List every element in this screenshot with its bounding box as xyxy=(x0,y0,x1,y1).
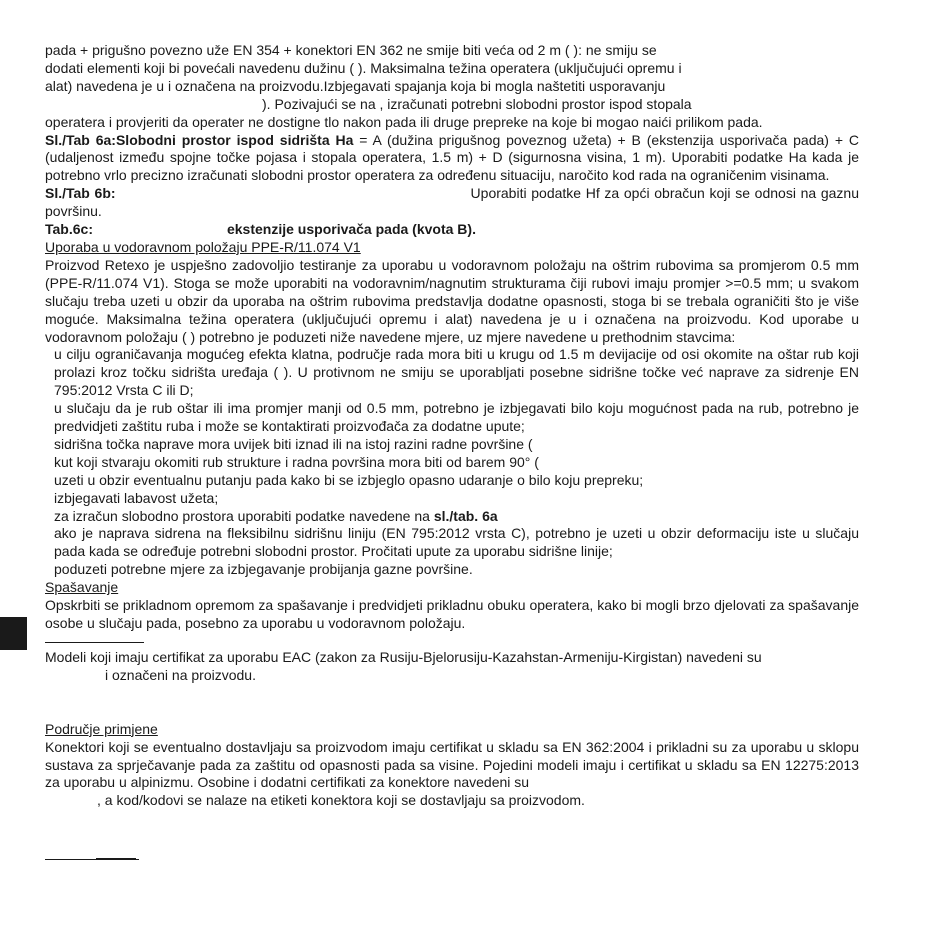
horizontal-use-title: Uporaba u vodoravnom položaju PPE-R/11.074 V1 xyxy=(45,238,361,255)
scope-body: Konektori koji se eventualno dostavljaju sa proizvodom imaju certifikat u skladu sa EN 362:2004 i prikladni su za uporabu u sklopu sustava za sprječavanje pada za zaštitu od opasnosti pada sa visine. Pojedini modeli imaju i certifikat u skladu sa EN 12275:2013 za uporabu u alpinizmu. Osobine i dodatni certifikati za konektore navedeni su xyxy=(45,738,859,791)
bottom-divider xyxy=(45,859,139,860)
footnote-divider xyxy=(45,642,144,643)
intro-line-4-text: ). Pozivajući se na , izračunati potrebni slobodni prostor ispod stopala xyxy=(262,95,692,112)
bottom-divider-accent xyxy=(96,858,136,859)
horizontal-item-5: uzeti u obzir eventualnu putanju pada kako bi se izbjeglo opasno udaranje o bilo koju prepreku; xyxy=(54,471,644,488)
horizontal-item-7-ref: sl./tab. 6a xyxy=(433,507,498,524)
tab6c-paragraph xyxy=(45,221,859,239)
horizontal-item-8: ako je naprava sidrena na fleksibilnu sidrišnu liniju (EN 795:2012 vrsta C), potrebno je uzeti u obzir deformaciju iste u slučaju pada kada se određuje potrebni slobodni prostor. Pročitati upute za uporabu sidrišne linije; xyxy=(54,525,859,560)
horizontal-item-7 xyxy=(45,508,859,526)
tab6c-heading: Tab.6c: xyxy=(45,221,93,238)
rescue-title: Spašavanje xyxy=(45,579,119,596)
tab6b-heading: Sl./Tab 6b: xyxy=(45,185,116,202)
eac-line-2-text: i označeni na proizvodu. xyxy=(105,666,256,683)
horizontal-item-1: u cilju ograničavanja mogućeg efekta klatna, područje rada mora biti u krugu od 1.5 m devijacije od osi okomite na oštar rub koji prolazi kroz točku sidrišta uređaja ( ). U protivnom ne smiju se uporabljati posebne sidrišne točke već naprave za sidrenje EN 795:2012 Vrsta C ili D; xyxy=(54,346,859,399)
horizontal-item-9: poduzeti potrebne mjere za izbjegavanje probijanja gazne površine. xyxy=(54,561,473,578)
horizontal-item-4: kut koji stvaraju okomiti rub strukture i radna površina mora biti od barem 90° ( xyxy=(54,453,539,470)
intro-line-5: operatera i provjeriti da operater ne dostigne tlo nakon pada ili druge prepreke na koje bi mogao naići prilikom pada. xyxy=(45,113,763,130)
tab6b-paragraph xyxy=(45,185,859,221)
rescue-body: Opskrbiti se prikladnom opremom za spašavanje i predvidjeti prikladnu obuku operatera, kako bi mogli brzo djelovati za spašavanje osobe u slučaju pada, posebno za uporabu u vodoravnom položaju. xyxy=(45,597,859,631)
horizontal-use-body: Proizvod Retexo je uspješno zadovoljio testiranje za uporabu u vodoravnom položaju na oštrim rubovima sa promjerom 0.5 mm (PPE-R/11.074 V1). Stoga se može uporabiti na vodoravnim/nagnutim strukturama čiji rubovi imaju promjer >=0.5 mm; u svakom slučaju treba uzeti u obzir da uporaba na oštrim rubovima predstavlja dodatne opasnosti, stoga bi se trebala ograničiti što je više moguće. Maksimalna težina operatera (uključujući opremu i alat) navedena je u i označena na proizvodu. Kod uporabe u vodoravnom položaju ( ) potrebno je poduzeti niže navedene mjere, uz mjere navedene u prethodnim stavcima: xyxy=(45,256,859,345)
page-edge-tab-marker xyxy=(0,617,27,650)
horizontal-item-6: izbjegavati labavost užeta; xyxy=(54,489,219,506)
intro-line-3: alat) navedena je u i označena na proizvodu.Izbjegavati spajanja koja bi mogla naštetiti usporavanju xyxy=(45,77,666,94)
tab6a-paragraph xyxy=(45,132,859,186)
tab6c-bold-text: ekstenzije usporivača pada (kvota B). xyxy=(226,221,476,238)
document-page xyxy=(45,42,859,810)
tab6a-heading: Sl./Tab 6a:Slobodni prostor ispod sidrišta Ha xyxy=(45,131,354,148)
intro-line-4 xyxy=(45,96,859,114)
intro-line-1: pada + prigušno povezno uže EN 354 + konektori EN 362 ne smije biti veća od 2 m ( ): ne smiju se xyxy=(45,42,657,58)
tab6b-text: Uporabiti podatke Hf za opći obračun koji se odnosi na gaznu površinu. xyxy=(45,185,860,220)
horizontal-item-3: sidrišna točka naprave mora uvijek biti iznad ili na istoj razini radne površine ( xyxy=(54,435,533,452)
scope-last-text: , a kod/kodovi se nalaze na etiketi konektora koji se dostavljaju sa proizvodom. xyxy=(97,792,585,809)
horizontal-item-2: u slučaju da je rub oštar ili ima promjer manji od 0.5 mm, potrebno je izbjegavati bilo koju mogućnost pada na rub, potrebno je predvidjeti zaštitu ruba i može se kontaktirati proizvođača za dodatne upute; xyxy=(54,400,859,435)
tab6a-text: = A (dužina prigušnog poveznog užeta) + B (ekstenzija usporivača pada) + C (udaljenost između spojne točke pojasa i stopala operatera, 1.5 m) + D (sigurnosna visina, 1 m). Uporabiti podatke Ha kada je potrebno vrlo precizno izračunati slobodni prostor operatera za određenu situaciju, naročito kod rada na ograničenim visinama. xyxy=(45,131,859,184)
spacer xyxy=(45,685,859,721)
horizontal-item-7-text: za izračun slobodno prostora uporabiti podatke navedene na xyxy=(54,507,434,524)
eac-line-2 xyxy=(45,667,859,685)
scope-last-line xyxy=(45,792,859,810)
scope-title: Područje primjene xyxy=(45,720,158,737)
eac-line-1: Modeli koji imaju certifikat za uporabu EAC (zakon za Rusiju-Bjelorusiju-Kazahstan-Armeniju-Kirgistan) navedeni su xyxy=(45,648,762,665)
intro-line-2: dodati elementi koji bi povećali navedenu dužinu ( ). Maksimalna težina operatera (uključujući opremu i xyxy=(45,59,682,76)
